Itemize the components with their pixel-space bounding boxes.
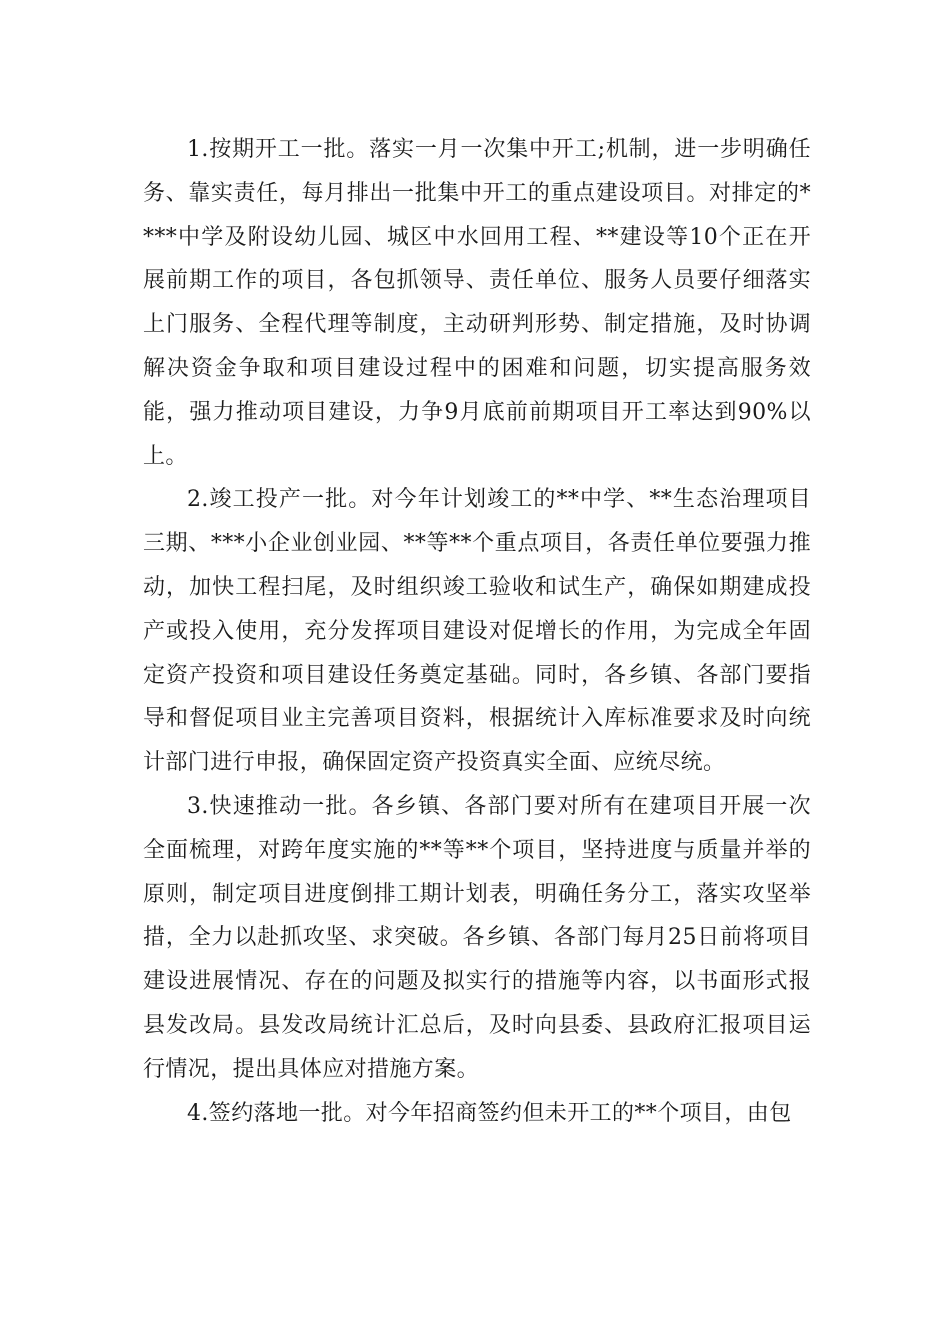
paragraph-2-complete-batch: 2.竣工投产一批。对今年计划竣工的**中学、**生态治理项目三期、***小企业创业园、**等**个重点项目，各责任单位要强力推动，加快工程扫尾，及时组织竣工验收和试生产，确保如期建成投产或投入使用，充分发挥项目建设对促增长的作用，为完成全年固定资产投资和项目建设任务奠定基础。同时，各乡镇、各部门要指导和督促项目业主完善项目资料，根据统计入库标准要求及时向统计部门进行申报，确保固定资产投资真实全面、应统尽统。 bbox=[143, 487, 811, 776]
paragraph-4-signed-batch: 4.签约落地一批。对今年招商签约但未开工的**个项目，由包 bbox=[187, 1100, 792, 1126]
paragraph-1-start-batch: 1.按期开工一批。落实一月一次集中开工;机制，进一步明确任务、靠实责任，每月排出一批集中开工的重点建设项目。对排定的****中学及附设幼儿园、城区中水回用工程、**建设等10个正在开展前期工作的项目，各包抓领导、责任单位、服务人员要仔细落实上门服务、全程代理等制度，主动研判形势、制定措施，及时协调解决资金争取和项目建设过程中的困难和问题，切实提高服务效能，强力推动项目建设，力争9月底前前期项目开工率达到90%以上。 bbox=[143, 137, 811, 469]
document-body bbox=[143, 128, 811, 1135]
paragraph-3-push-batch: 3.快速推动一批。各乡镇、各部门要对所有在建项目开展一次全面梳理，对跨年度实施的**等**个项目，坚持进度与质量并举的原则，制定项目进度倒排工期计划表，明确任务分工，落实攻坚举措，全力以赴抓攻坚、求突破。各乡镇、各部门每月25日前将项目建设进展情况、存在的问题及拟实行的措施等内容，以书面形式报县发改局。县发改局统计汇总后，及时向县委、县政府汇报项目运行情况，提出具体应对措施方案。 bbox=[143, 793, 811, 1082]
